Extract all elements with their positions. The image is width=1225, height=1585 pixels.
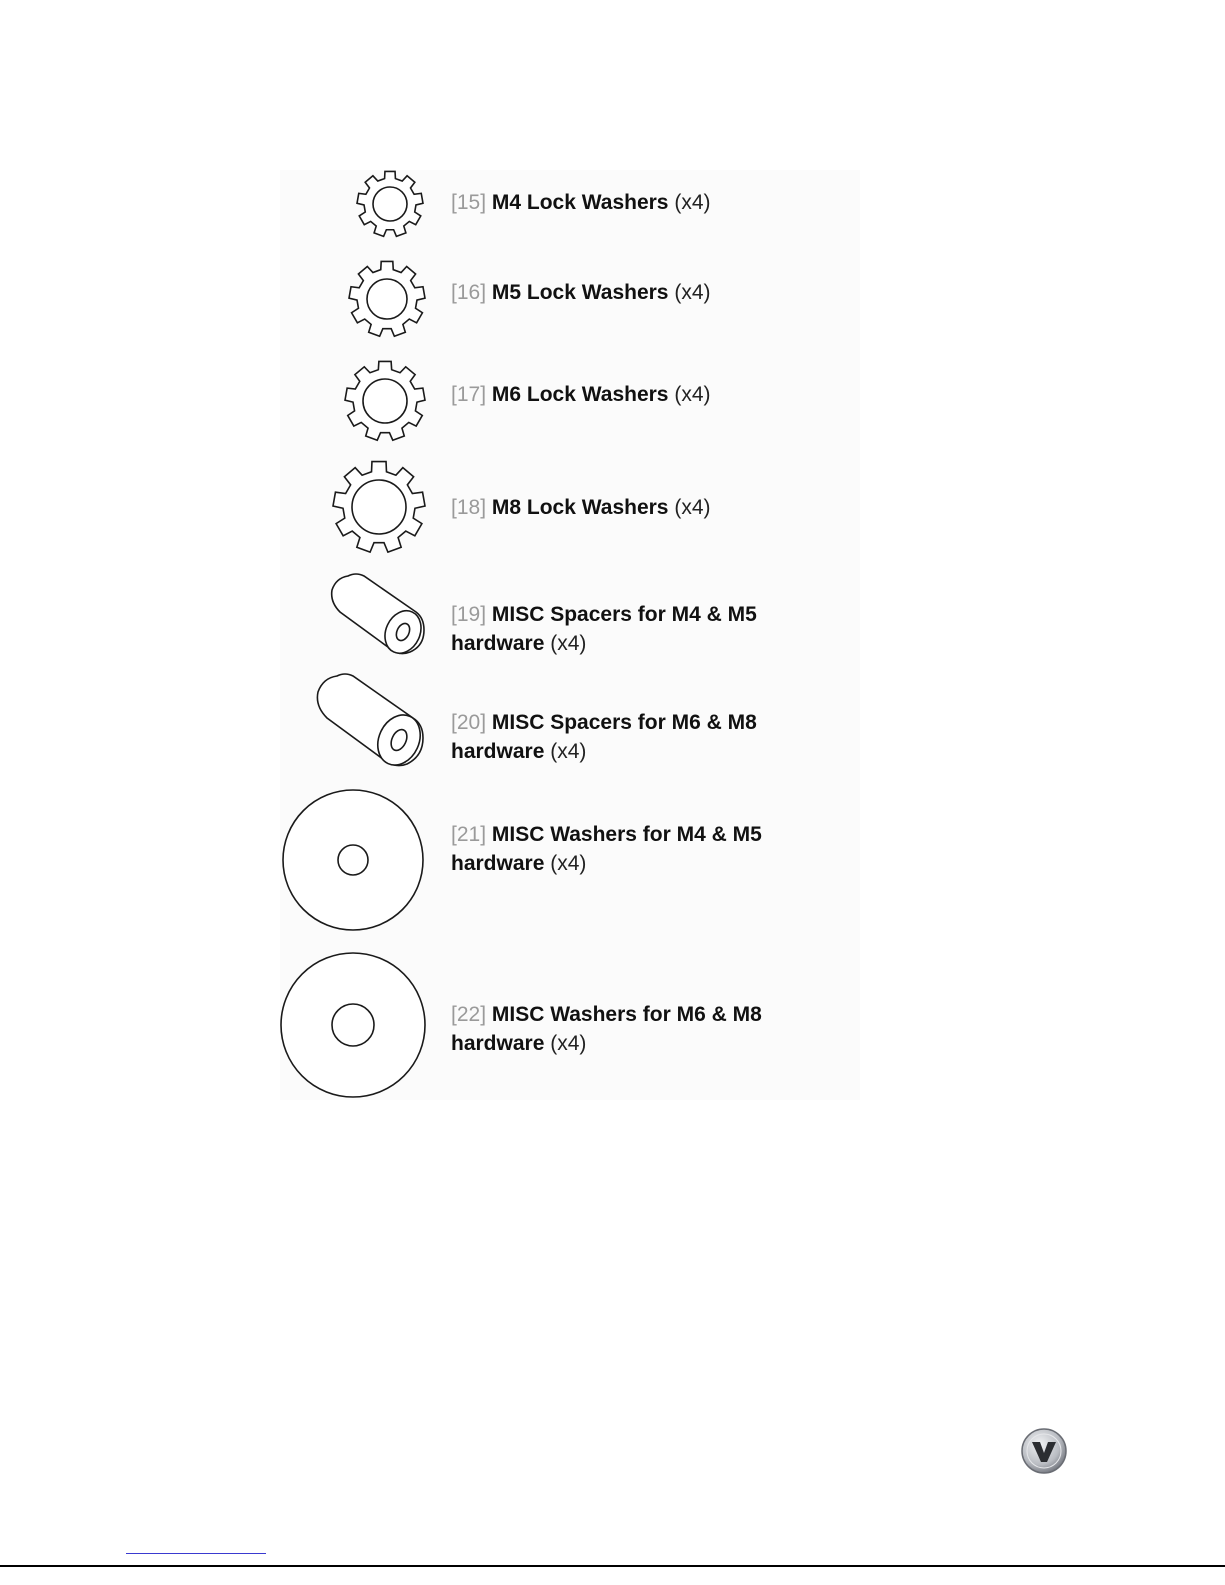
part-number: [19] xyxy=(451,603,487,626)
lock-washer-icon xyxy=(344,360,426,442)
spacer-m4-m5-drawing xyxy=(330,570,428,656)
part-item-22 xyxy=(280,952,860,1100)
spacer-icon xyxy=(330,570,428,656)
part-quantity: (x4) xyxy=(674,191,711,214)
part-item-20 xyxy=(280,670,860,770)
part-quantity: (x4) xyxy=(674,281,711,304)
part-name: MISC Washers for M6 & M8 hardware xyxy=(451,1003,762,1055)
part-label xyxy=(451,708,851,766)
part-quantity: (x4) xyxy=(550,740,587,763)
part-number: [18] xyxy=(451,496,487,519)
part-quantity: (x4) xyxy=(550,1032,587,1055)
part-item-18 xyxy=(280,460,860,554)
lock-washer-icon xyxy=(348,260,426,338)
part-name: M6 Lock Washers xyxy=(491,383,669,406)
part-item-15 xyxy=(280,170,860,250)
part-label xyxy=(451,820,851,878)
part-item-21 xyxy=(280,788,860,933)
part-item-17 xyxy=(280,360,860,444)
part-label xyxy=(451,493,851,522)
part-number: [16] xyxy=(451,281,487,304)
hardware-parts-panel xyxy=(280,170,860,1100)
part-quantity: (x4) xyxy=(550,632,587,655)
lock-washer-icon xyxy=(332,460,426,554)
part-label xyxy=(451,278,851,307)
part-number: [21] xyxy=(451,823,487,846)
part-item-19 xyxy=(280,570,860,660)
part-number: [22] xyxy=(451,1003,487,1026)
lock-washer-m6-drawing xyxy=(344,360,426,442)
flat-washer-icon xyxy=(280,952,428,1100)
flat-washer-m6-m8-drawing xyxy=(280,952,428,1100)
part-quantity: (x4) xyxy=(674,496,711,519)
part-label xyxy=(451,1000,851,1058)
part-number: [20] xyxy=(451,711,487,734)
part-name: M4 Lock Washers xyxy=(491,191,669,214)
lock-washer-m8-drawing xyxy=(332,460,426,554)
lock-washer-m5-drawing xyxy=(348,260,426,338)
lock-washer-icon xyxy=(356,170,424,238)
part-label xyxy=(451,600,851,658)
part-name: M5 Lock Washers xyxy=(491,281,669,304)
footer-divider xyxy=(0,1565,1225,1567)
footer-link-underline[interactable] xyxy=(126,1553,266,1554)
part-name: MISC Spacers for M4 & M5 hardware xyxy=(451,603,757,655)
part-number: [15] xyxy=(451,191,487,214)
spacer-icon xyxy=(315,670,427,768)
spacer-m6-m8-drawing xyxy=(315,670,427,768)
flat-washer-icon xyxy=(281,788,425,932)
part-name: MISC Spacers for M6 & M8 hardware xyxy=(451,711,757,763)
part-number: [17] xyxy=(451,383,487,406)
part-name: MISC Washers for M4 & M5 hardware xyxy=(451,823,762,875)
part-quantity: (x4) xyxy=(550,852,587,875)
flat-washer-m4-m5-drawing xyxy=(281,788,425,932)
part-label xyxy=(451,188,851,217)
part-item-16 xyxy=(280,260,860,340)
part-name: M8 Lock Washers xyxy=(491,496,669,519)
part-label xyxy=(451,380,851,409)
part-quantity: (x4) xyxy=(674,383,711,406)
vizio-v-logo-icon xyxy=(1020,1427,1068,1475)
lock-washer-m4-drawing xyxy=(356,170,424,238)
